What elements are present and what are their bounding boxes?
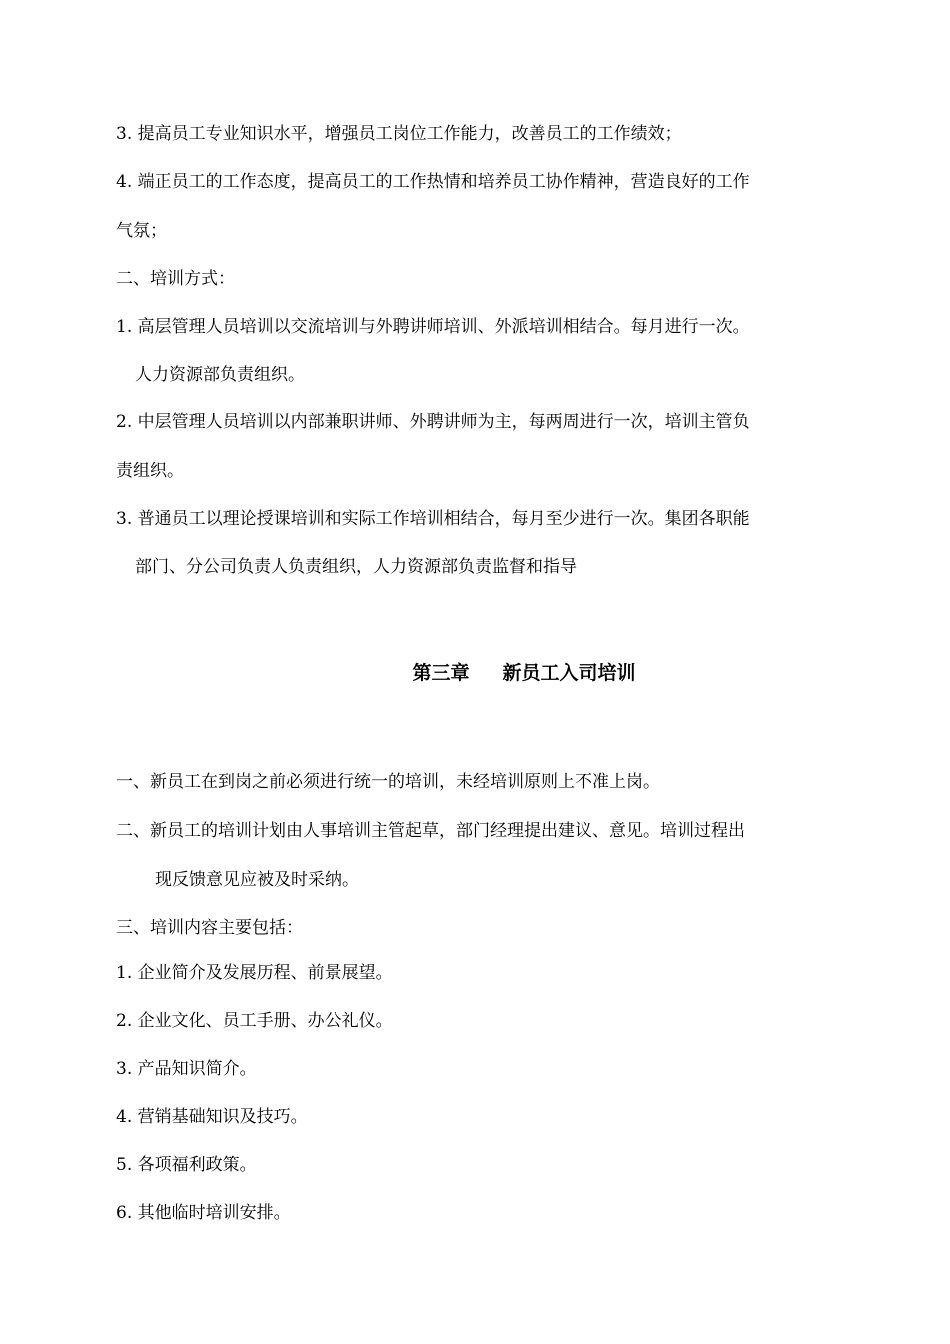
content-item-2: 2. 企业文化、员工手册、办公礼仪。 <box>116 1011 393 1031</box>
content-item-4: 4. 营销基础知识及技巧。 <box>116 1107 308 1127</box>
objective-item-4-line-1: 4. 端正员工的工作态度，提高员工的工作热情和培养员工协作精神，营造良好的工作 <box>116 172 750 192</box>
objective-item-3: 3. 提高员工专业知识水平，增强员工岗位工作能力，改善员工的工作绩效； <box>116 124 682 144</box>
method-item-1-line-2: 人力资源部负责组织。 <box>135 365 305 385</box>
method-item-2-line-2: 责组织。 <box>116 461 184 481</box>
chapter-three-point-1: 一、新员工在到岗之前必须进行统一的培训，未经培训原则上不准上岗。 <box>116 772 660 792</box>
training-methods-heading: 二、培训方式： <box>116 269 235 289</box>
method-item-3-line-1: 3. 普通员工以理论授课培训和实际工作培训相结合，每月至少进行一次。集团各职能 <box>116 509 750 529</box>
objective-item-4-line-2: 气氛； <box>116 221 167 241</box>
content-item-5: 5. 各项福利政策。 <box>116 1155 257 1175</box>
chapter-three-point-3-heading: 三、培训内容主要包括： <box>116 918 303 938</box>
method-item-2-line-1: 2. 中层管理人员培训以内部兼职讲师、外聘讲师为主，每两周进行一次，培训主管负 <box>116 412 750 432</box>
chapter-three-title: 第三章 新员工入司培训 <box>412 662 636 684</box>
method-item-3-line-2: 部门、分公司负责人负责组织，人力资源部负责监督和指导 <box>135 557 577 577</box>
content-item-3: 3. 产品知识简介。 <box>116 1059 257 1079</box>
chapter-three-point-2-line-2: 现反馈意见应被及时采纳。 <box>155 870 359 890</box>
method-item-1-line-1: 1. 高层管理人员培训以交流培训与外聘讲师培训、外派培训相结合。每月进行一次。 <box>116 317 750 337</box>
chapter-three-point-2-line-1: 二、新员工的培训计划由人事培训主管起草，部门经理提出建议、意见。培训过程出 <box>116 821 745 841</box>
content-item-6: 6. 其他临时培训安排。 <box>116 1203 291 1223</box>
content-item-1: 1. 企业简介及发展历程、前景展望。 <box>116 963 393 983</box>
